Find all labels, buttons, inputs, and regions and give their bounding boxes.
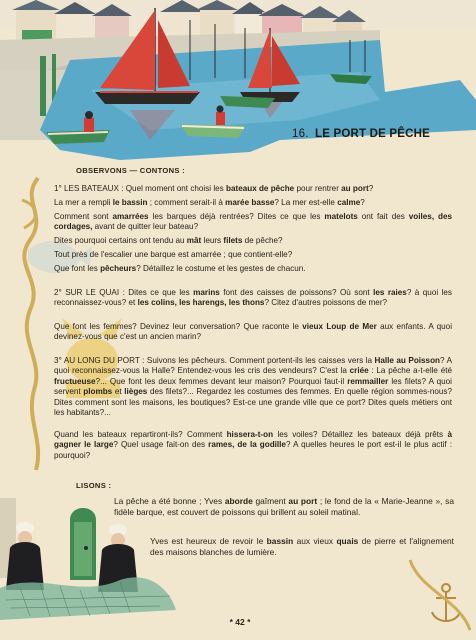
text-run: ?	[360, 198, 365, 207]
bold-term: les raies	[373, 288, 407, 297]
lesson-number: 16.	[292, 128, 309, 140]
bold-term: lièges	[124, 387, 148, 397]
bold-term: au port	[288, 496, 318, 506]
bold-term: criée	[349, 366, 369, 376]
lesson-title	[292, 128, 430, 140]
text-run: ? Quel usage fait-on des	[113, 440, 209, 450]
bold-term: filets	[223, 236, 243, 245]
text-run: ; comment serait-il à	[147, 198, 226, 207]
text-run: avant de quitter leur bateau?	[92, 222, 199, 232]
bold-term: le bassin	[112, 198, 148, 207]
text-run: et	[112, 387, 125, 397]
bold-term: bateaux de pêche	[226, 184, 295, 193]
paragraph-amarrees	[54, 212, 452, 233]
bold-term: les colins, les harengs, les thons	[137, 298, 265, 308]
bold-term: pêcheurs	[100, 264, 137, 273]
bold-term: Halle au Poisson	[374, 356, 440, 365]
paragraph-bateaux	[54, 184, 452, 194]
reading-paragraph-1	[114, 496, 454, 518]
bold-term: bassin	[266, 536, 294, 546]
text-run: ?... Que font les deux femmes devant leur maison? Pourquoi faut-il	[95, 376, 348, 386]
paragraph-bassin	[54, 198, 452, 208]
text-run: des filets?... Regardez les costumes des femmes. En quelle région sommes-nous? Dites comment sont les maisons, les boutiques? Est-ce une grande ville que ce port? Dites quels métiers ont les habitants?...	[54, 387, 452, 418]
rope-decoration	[22, 178, 38, 470]
bold-term: matelots	[324, 212, 358, 221]
reading-paragraph-2	[150, 536, 454, 558]
text-run: Dites pourquoi certains ont tendu au	[54, 236, 187, 245]
paragraph-barque	[54, 250, 452, 260]
lesson-title-text: LE PORT DE PÊCHE	[315, 128, 431, 140]
text-run: 1° LES BATEAUX : Quel moment ont choisi les	[54, 184, 226, 193]
text-run: de pierre et l'alignement des maisons blanches de lumière.	[150, 536, 454, 557]
paragraph-quai	[54, 288, 452, 309]
paragraph-filets	[54, 236, 452, 246]
bold-term: voiles, des cordages,	[54, 212, 452, 232]
text-run: Que font les	[54, 264, 101, 273]
text-run: La mer a rempli	[54, 198, 113, 207]
bold-term: aborde	[224, 496, 253, 506]
text-run: les filets? A quoi servent	[54, 376, 452, 397]
text-run: ont fait des	[357, 212, 409, 221]
bold-term: calme	[337, 198, 361, 207]
text-run: : La pêche a-t-elle été	[368, 366, 452, 376]
text-run: ?	[368, 184, 374, 193]
text-run: ? A quelles heures le port est-il le plus actif : pourquoi?	[54, 440, 452, 460]
bold-term: hissera-t-on	[226, 430, 274, 439]
observons-heading: OBSERVONS — CONTONS :	[76, 166, 185, 175]
text-run: ? La mer est-elle	[274, 198, 338, 207]
text-run: 3° AU LONG DU PORT : Suivons les pêcheurs. Comment portent-ils les caisses vers la	[54, 356, 375, 365]
bold-term: remmailler	[347, 376, 389, 386]
paragraph-repartiront	[54, 430, 452, 461]
text-run: Tout près de l'escalier une barque est amarrée ; que contient-elle?	[54, 250, 293, 259]
text-run: gaîment	[252, 496, 289, 506]
lisons-heading: LISONS :	[76, 481, 112, 490]
bold-term: plombs	[83, 387, 113, 397]
text-run: aux vieux	[293, 536, 337, 546]
paragraph-femmes	[54, 322, 452, 343]
text-run: leurs	[201, 236, 224, 245]
text-run: Que font les femmes? Devinez leur conversation? Que raconte le	[54, 322, 303, 331]
bold-term: au port	[341, 184, 369, 193]
text-run: font des caisses de poissons? Où sont	[219, 288, 374, 297]
text-run: Quand les bateaux repartiront-ils? Comment	[54, 430, 227, 439]
text-run: Yves est heureux de revoir le	[150, 536, 267, 546]
page-number: * 42 *	[229, 617, 251, 627]
text-run: ; le fond de la « Marie-Jeanne », sa fidèle barque, est couvert de poissons qui brillent au soleil matinal.	[114, 496, 454, 517]
anchor-decoration	[410, 560, 470, 630]
text-run: La pêche a été bonne ; Yves	[114, 496, 225, 506]
bold-term: fructueuse	[54, 376, 96, 386]
text-run: les voiles? Détaillez les bateaux déjà prêts	[273, 430, 448, 439]
bold-term: quais	[336, 536, 359, 546]
bold-term: à gagner le large	[54, 430, 452, 450]
text-run: ? A quoi reconnaissez-vous la Halle? Entendez-vous les cris des vendeurs? C'est la	[54, 356, 452, 376]
text-run: 2° SUR LE QUAI : Dites ce que les	[54, 288, 194, 297]
text-run: aux enfants. A quoi devinez-vous que c'est un ancien marin?	[54, 322, 452, 342]
bold-term: mât	[186, 236, 202, 245]
bold-term: vieux Loup de Mer	[302, 322, 377, 331]
paragraph-port	[54, 356, 452, 418]
text-run: Comment sont	[54, 212, 113, 221]
text-run: ? Détaillez le costume et les gestes de chacun.	[136, 264, 306, 273]
bold-term: marins	[193, 288, 220, 297]
bold-term: amarrées	[112, 212, 149, 221]
paragraph-pecheurs	[54, 264, 452, 274]
text-run: ? Citez d'autres poissons de mer?	[264, 298, 388, 308]
bold-term: marée basse	[225, 198, 275, 207]
bold-term: rames, de la godille	[208, 440, 286, 450]
text-run: pour rentrer	[294, 184, 342, 193]
text-run: de pêche?	[242, 236, 283, 245]
text-run: ? à quoi les reconnaissez-vous? et	[54, 288, 452, 308]
text-run: les barques déjà rentrées? Dites ce que les	[148, 212, 325, 221]
